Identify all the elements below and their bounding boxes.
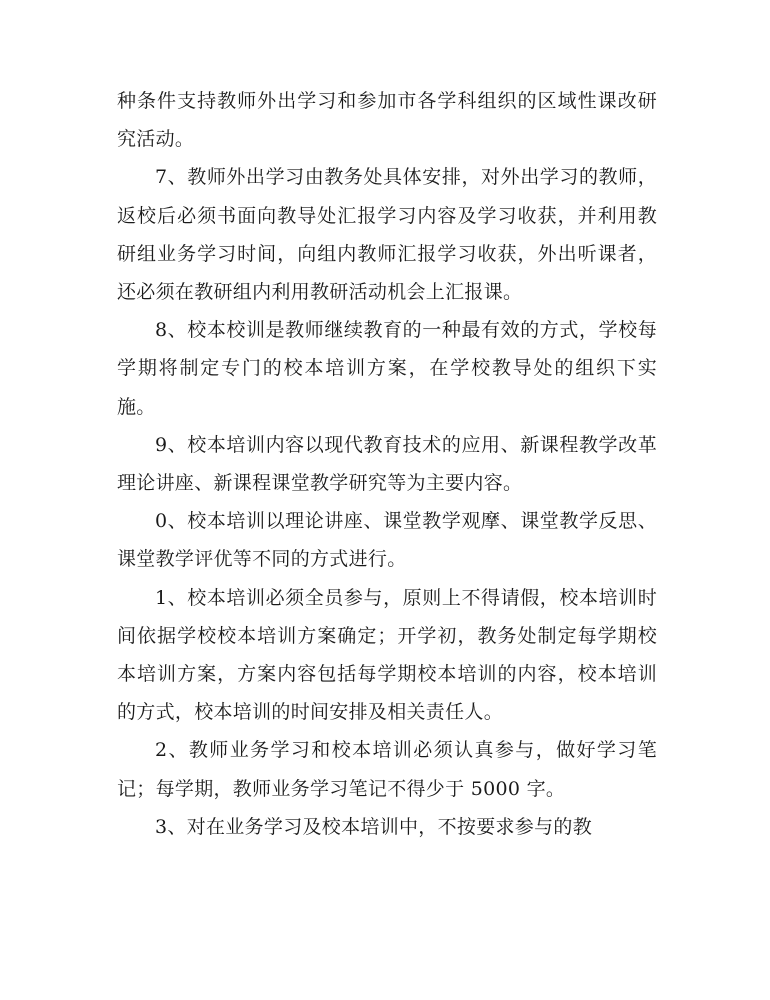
paragraph-item-0: 0、校本培训以理论讲座、课堂教学观摩、课堂教学反思、课堂教学评优等不同的方式进行。 [117,510,657,571]
paragraph-item-3: 3、对在业务学习及校本培训中，不按要求参与的教 [155,815,592,838]
paragraph-continuation: 种条件支持教师外出学习和参加市各学科组织的区域性课改研究活动。 [117,90,657,151]
paragraph-item-9: 9、校本培训内容以现代教育技术的应用、新课程教学改革理论讲座、新课程课堂教学研究等为主要内容。 [117,433,657,495]
document-body [117,82,657,846]
paragraph-item-1: 1、校本培训必须全员参与，原则上不得请假，校本培训时间依据学校校本培训方案确定；开学初，教务处制定每学期校本培训方案，方案内容包括每学期校本培训的内容，校本培训的方式，校本培训的时间安排及相关责任人。 [117,586,657,724]
paragraph-item-7: 7、教师外出学习由教务处具体安排，对外出学习的教师，返校后必须书面向教导处汇报学习内容及学习收获，并利用教研组业务学习时间，向组内教师汇报学习收获，外出听课者，还必须在教研组内利用教研活动机会上汇报课。 [117,166,657,304]
paragraph-item-2: 2、教师业务学习和校本培训必须认真参与，做好学习笔记；每学期，教师业务学习笔记不得少于 5000 字。 [117,739,657,800]
paragraph-item-8: 8、校本校训是教师继续教育的一种最有效的方式，学校每学期将制定专门的校本培训方案，在学校教导处的组织下实施。 [117,319,657,418]
